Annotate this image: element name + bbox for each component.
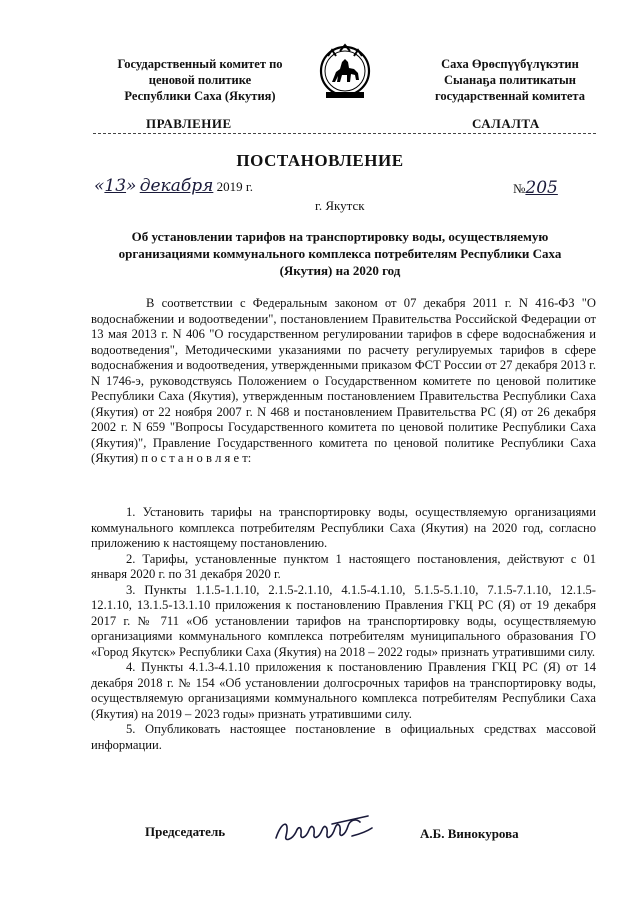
resolution-item-3: 3. Пункты 1.1.5-1.1.10, 2.1.5-2.1.10, 4.1.5-4.1.10, 5.1.5-5.1.10, 7.1.5-7.1.10, 12.1.5-12.1.10, 13.1.5-13.1.10 приложения к постановлению Правления ГКЦ РС (Я) от 19 декабря 2017 г. № 711 «Об установлении тарифов на транспортировку воды, осуществляемую организациями коммунального комплекса потребителям муниципального образования ГО «Город Якутск» Республики Саха (Якутия) на 2018 – 2022 годы» признать утратившими силу. bbox=[91, 582, 596, 659]
document-city: г. Якутск bbox=[315, 198, 365, 213]
signatory-position: Председатель bbox=[145, 824, 226, 839]
subject-line3: (Якутия) на 2020 год bbox=[279, 263, 401, 278]
resolution-item-4: 4. Пункты 4.1.3-4.1.10 приложения к постановлению Правления ГКЦ РС (Я) от 14 декабря 2018 г. № 154 «Об установлении долгосрочных тарифов на транспортировку воды, осуществляемую организациями коммунального комплекса потребителям Республики Саха (Якутия) на 2019 – 2023 годы» признать утратившими силу. bbox=[91, 660, 596, 721]
org-name-ru-line2: ценовой политике bbox=[148, 73, 252, 87]
section-salalta: САЛАЛТА bbox=[472, 116, 540, 131]
preamble bbox=[91, 296, 596, 467]
subject-line1: Об установлении тарифов на транспортировку воды, осуществляемую bbox=[131, 229, 549, 244]
preamble-text: В соответствии с Федеральным законом от 07 декабря 2011 г. N 416-ФЗ "О водоснабжении и водоотведении", постановлением Правительства Российской Федерации от 13 мая 2013 г. N 406 "О государственном регулировании тарифов в сфере водоснабжения и водоотведения", Методическими указаниями по расчету регулируемых тарифов в сфере водоснабжения и водоотведения, утвержденными приказом ФСТ России от 27 декабря 2013 г. N 1746-э, руководствуясь Положением о Государственном комитете по ценовой политике Республики Саха (Якутия), утвержденным постановлением Правительства Республики Саха (Якутия) от 22 ноября 2007 г. N 468 и постановлением Правительства РС (Я) от 26 декабря 2002 г. N 659 "Вопросы Государственного комитета по ценовой политике Республики Саха (Якутия)", Правление Государственного комитета по ценовой политике Республики Саха (Якутия) п о с т а н о в л я е т: bbox=[91, 296, 596, 465]
section-pravlenie: ПРАВЛЕНИЕ bbox=[146, 116, 232, 131]
document-subject bbox=[100, 228, 580, 279]
number-value: 205 bbox=[525, 178, 558, 198]
handwritten-signature bbox=[272, 810, 377, 850]
org-name-sa-line1: Саха Өрөспүүбүлүкэтин bbox=[441, 57, 579, 71]
document-number bbox=[513, 178, 558, 198]
resolution-item-2: 2. Тарифы, установленные пунктом 1 настоящего постановления, действуют с 01 января 2020 г. по 31 декабря 2020 г. bbox=[91, 551, 596, 581]
date-year: 2019 г. bbox=[216, 179, 253, 194]
signatory-name: А.Б. Винокурова bbox=[420, 826, 519, 841]
date-open-quote: « bbox=[94, 176, 105, 196]
org-name-ru-line1: Государственный комитет по bbox=[117, 57, 283, 71]
date-month: декабря bbox=[139, 176, 214, 196]
org-name-sakha bbox=[405, 56, 615, 104]
number-label: № bbox=[513, 181, 526, 196]
org-name-sa-line2: Сыанаҕа политикатын bbox=[444, 73, 576, 87]
document-date bbox=[94, 176, 253, 196]
date-day: 13 bbox=[104, 176, 127, 196]
org-name-russian bbox=[100, 56, 300, 104]
subject-line2: организациями коммунального комплекса потребителям Республики Саха bbox=[118, 246, 562, 261]
document-title: ПОСТАНОВЛЕНИЕ bbox=[236, 151, 404, 170]
org-name-sa-line3: государственнай комитета bbox=[435, 89, 585, 103]
date-close-quote: » bbox=[126, 176, 137, 196]
org-name-ru-line3: Республики Саха (Якутия) bbox=[124, 89, 276, 103]
resolution-items bbox=[91, 505, 596, 753]
coat-of-arms-yakutia-icon bbox=[318, 42, 372, 104]
header-divider bbox=[93, 133, 596, 134]
resolution-item-5: 5. Опубликовать настоящее постановление в официальных средствах массовой информации. bbox=[91, 722, 596, 752]
resolution-item-1: 1. Установить тарифы на транспортировку воды, осуществляемую организациями коммунального комплекса потребителям Республики Саха (Якутия) на 2020 год, согласно приложению к настоящему постановлению. bbox=[91, 505, 596, 550]
